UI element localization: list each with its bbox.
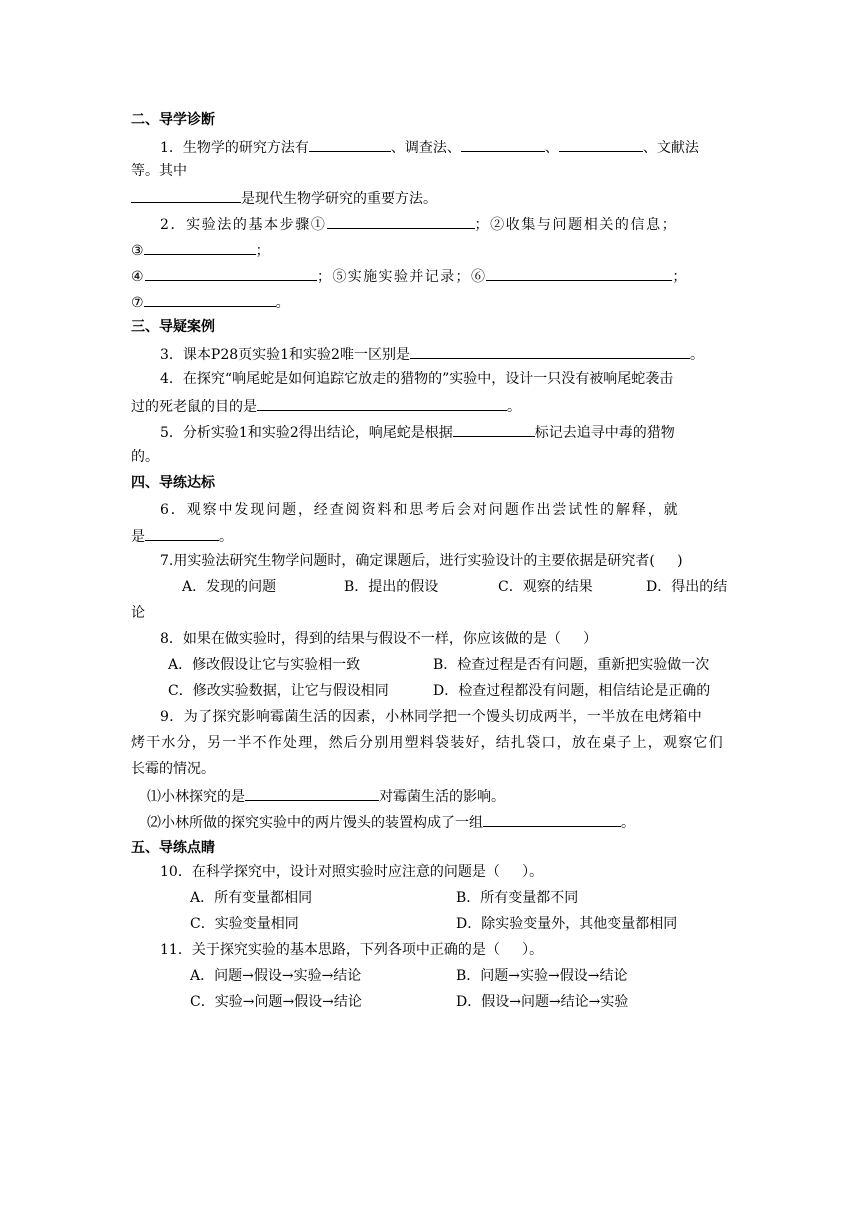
option-b[interactable]: B．所有变量都不同 (456, 890, 579, 906)
option-b[interactable]: B．检查过程是否有问题，重新把实验做一次 (433, 657, 710, 673)
question-text: 2．实验法的基本步骤① (160, 217, 327, 233)
section-heading: 五、导练点睛 (131, 840, 215, 856)
answer-blank[interactable] (145, 525, 219, 541)
answer-blank[interactable] (144, 239, 256, 255)
section-heading: 三、导疑案例 (131, 319, 215, 335)
option-c[interactable]: C．观察的结果 (498, 579, 593, 595)
answer-blank[interactable] (144, 291, 276, 307)
answer-blank[interactable] (309, 136, 391, 152)
question-text: ⑵小林所做的探究实验中的两片馒头的装置构成了一组 (147, 815, 483, 831)
question-9-line-2: 烤干水分，另一半不作处理，然后分别用塑料袋装好，结扎袋口，放在桌子上，观察它们 (131, 735, 724, 751)
answer-blank[interactable] (559, 136, 643, 152)
question-text: ； (672, 269, 688, 285)
option-c[interactable]: C．修改实验数据，让它与假设相同 (168, 683, 389, 699)
question-text: 。 (219, 529, 233, 545)
question-text: 1．生物学的研究方法有 (160, 140, 309, 156)
question-text: 标记去追寻中毒的猎物 (534, 425, 675, 441)
question-2-line-3 (131, 265, 688, 285)
question-5-line-2: 的。 (131, 449, 159, 465)
question-5-line-1 (160, 421, 675, 441)
option-d[interactable]: D．除实验变量外，其他变量都相同 (456, 916, 678, 932)
question-text: ⑦ (131, 295, 144, 311)
question-11-stem: 11．关于探究实验的基本思路，下列各项中正确的是（ ）。 (160, 942, 544, 958)
option-d[interactable]: D．假设→问题→结论→实验 (456, 994, 629, 1010)
option-a[interactable]: A．问题→假设→实验→结论 (190, 968, 362, 984)
option-a[interactable]: A．发现的问题 (182, 579, 277, 595)
question-1-line-1 (160, 136, 699, 156)
question-text: 、 (544, 140, 559, 156)
section-heading: 四、导练达标 (131, 475, 215, 491)
answer-blank[interactable] (131, 187, 241, 203)
question-1-line-3 (131, 187, 437, 207)
question-1-line-2: 等。其中 (131, 163, 187, 179)
question-text: 是 (131, 529, 145, 545)
answer-blank[interactable] (327, 213, 475, 229)
answer-blank[interactable] (461, 136, 545, 152)
answer-blank[interactable] (145, 265, 317, 281)
question-text: 5．分析实验1和实验2得出结论，响尾蛇是根据 (160, 425, 453, 441)
question-text: ③ (131, 243, 144, 259)
answer-blank[interactable] (257, 395, 507, 411)
answer-blank[interactable] (453, 421, 535, 437)
question-6-line-2 (131, 525, 233, 545)
question-text: ； (255, 243, 270, 259)
question-9-line-1: 9．为了探究影响霉菌生活的因素，小林同学把一个馒头切成两半，一半放在电烤箱中 (160, 709, 703, 725)
question-text: 是现代生物学研究的重要方法。 (241, 191, 437, 207)
question-text: 。 (621, 815, 635, 831)
option-d[interactable]: D．得出的结 (646, 579, 728, 595)
answer-blank[interactable] (486, 265, 672, 281)
question-4-line-1: 4．在探究“响尾蛇是如何追踪它放走的猎物的”实验中，设计一只没有被响尾蛇袭击 (160, 371, 674, 387)
question-text: 过的死老鼠的目的是 (131, 399, 257, 415)
option-a[interactable]: A．修改假设让它与实验相一致 (168, 657, 361, 673)
question-2-line-2 (131, 239, 270, 259)
question-text: 、文献法 (642, 140, 699, 156)
question-9-line-3: 长霉的情况。 (131, 761, 215, 777)
question-9-part-2 (147, 811, 635, 831)
option-d-continued: 论 (131, 605, 145, 621)
option-b[interactable]: B．提出的假设 (344, 579, 439, 595)
question-text: 。 (507, 399, 521, 415)
option-b[interactable]: B．问题→实验→假设→结论 (456, 968, 628, 984)
question-text: 3．课本P28页实验1和实验2唯一区别是 (160, 347, 410, 363)
option-d[interactable]: D．检查过程都没有问题，相信结论是正确的 (433, 683, 711, 699)
option-c[interactable]: C．实验变量相同 (190, 916, 299, 932)
question-text: 。 (275, 295, 290, 311)
question-text: ；②收集与问题相关的信息； (474, 217, 678, 233)
answer-blank[interactable] (245, 785, 379, 801)
question-10-stem: 10．在科学探究中，设计对照实验时应注意的问题是（ ）。 (160, 864, 544, 880)
question-text: ④ (131, 269, 145, 285)
question-8-stem: 8．如果在做实验时，得到的结果与假设不一样，你应该做的是（ ） (160, 631, 598, 647)
question-4-line-2 (131, 395, 521, 415)
option-a[interactable]: A．所有变量都相同 (190, 890, 313, 906)
question-2-line-4 (131, 291, 290, 311)
question-7-stem: 7.用实验法研究生物学问题时，确定课题后，进行实验设计的主要依据是研究者( ) (160, 553, 683, 569)
question-text: ⑴小林探究的是 (147, 789, 245, 805)
question-text: 对霉菌生活的影响。 (379, 789, 505, 805)
question-3 (160, 343, 704, 363)
question-text: 、调查法、 (390, 140, 461, 156)
question-2-line-1 (160, 213, 677, 233)
question-9-part-1 (147, 785, 505, 805)
option-c[interactable]: C．实验→问题→假设→结论 (190, 994, 362, 1010)
answer-blank[interactable] (483, 811, 621, 827)
answer-blank[interactable] (410, 343, 690, 359)
question-text: ；⑤实施实验并记录；⑥ (316, 269, 487, 285)
section-heading: 二、导学诊断 (131, 112, 215, 128)
question-6-line-1: 6．观察中发现问题，经查阅资料和思考后会对问题作出尝试性的解释，就 (160, 502, 680, 518)
question-text: 。 (689, 347, 704, 363)
